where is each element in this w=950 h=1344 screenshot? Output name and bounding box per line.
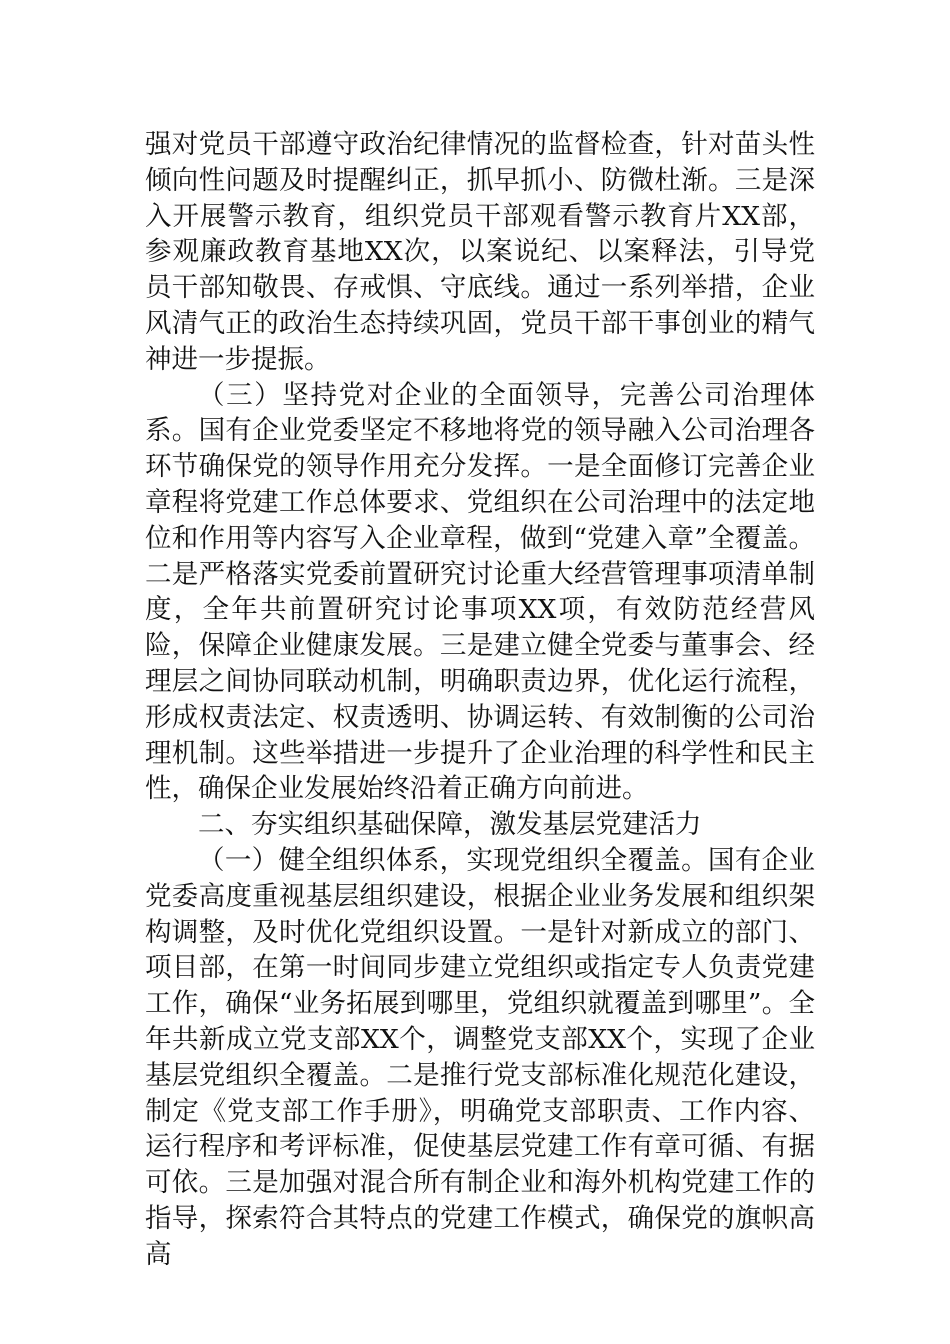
paragraph-subsection-one: （一）健全组织体系，实现党组织全覆盖。国有企业党委高度重视基层组织建设，根据企业业务发展和组织架构调整，及时优化党组织设置。一是针对新成立的部门、项目部，在第一时间同步建立党组织或指定专人负责党建工作，确保“业务拓展到哪里，党组织就覆盖到哪里”。全年共新成立党支部XX个，调整党支部XX个，实现了企业基层党组织全覆盖。二是推行党支部标准化规范化建设，制定《党支部工作手册》，明确党支部职责、工作内容、运行程序和考评标准，促使基层党建工作有章可循、有据可依。三是加强对混合所有制企业和海外机构党建工作的指导，探索符合其特点的党建工作模式，确保党的旗帜高高 <box>145 844 815 1270</box>
paragraph-continuation: 强对党员干部遵守政治纪律情况的监督检查，针对苗头性倾向性问题及时提醒纠正，抓早抓小、防微杜渐。三是深入开展警示教育，组织党员干部观看警示教育片XX部，参观廉政教育基地XX次，以案说纪、以案释法，引导党员干部知敬畏、存戒惧、守底线。通过一系列举措，企业风清气正的政治生态持续巩固，党员干部干事创业的精气神进一步提振。 <box>145 129 815 375</box>
paragraph-section-three: （三）坚持党对企业的全面领导，完善公司治理体系。国有企业党委坚定不移地将党的领导融入公司治理各环节确保党的领导作用充分发挥。一是全面修订完善企业章程将党建工作总体要求、党组织在公司治理中的法定地位和作用等内容写入企业章程，做到“党建入章”全覆盖。二是严格落实党委前置研究讨论重大经营管理事项清单制度，全年共前置研究讨论事项XX项，有效防范经营风险，保障企业健康发展。三是建立健全党委与董事会、经理层之间协同联动机制，明确职责边界，优化运行流程，形成权责法定、权责透明、协调运转、有效制衡的公司治理机制。这些举措进一步提升了企业治理的科学性和民主性，确保企业发展始终沿着正确方向前进。 <box>145 379 815 805</box>
body-text <box>145 127 815 1273</box>
section-heading-two: 二、夯实组织基础保障，激发基层党建活力 <box>198 809 702 841</box>
